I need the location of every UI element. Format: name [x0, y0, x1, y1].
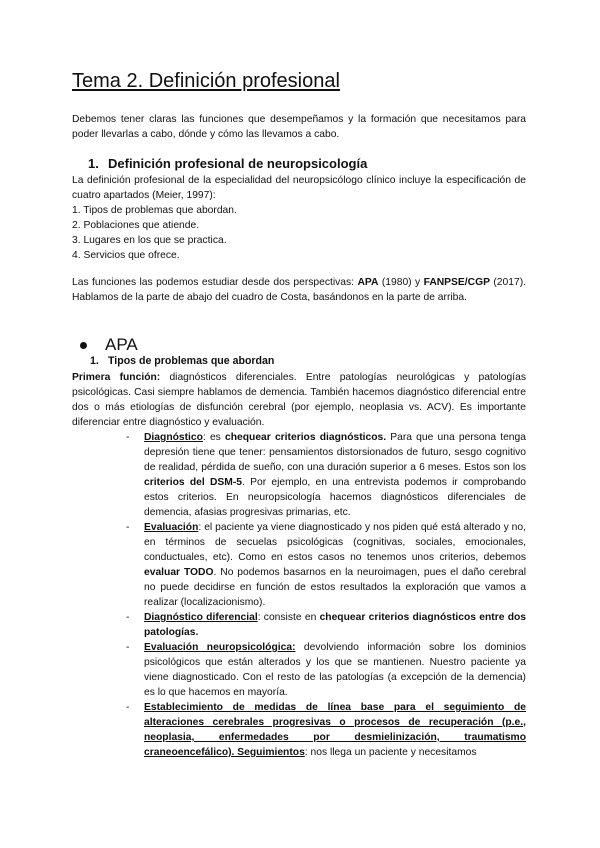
list-item: 3. Lugares en los que se practica. [72, 235, 227, 246]
apa-bold: APA [357, 277, 379, 288]
text-run: Las funciones las podemos estudiar desde dos perspectivas: [72, 277, 358, 288]
text-run: : es [202, 432, 225, 443]
term: Diagnóstico diferencial [144, 612, 258, 623]
bullet-dot-icon [80, 342, 87, 349]
list-item-diagnostico-diferencial [120, 610, 526, 640]
text-run: . No podemos basarnos en la neuroimagen, pues el daño cerebral no puede decidirse en función de estos resultados la exploración que vamos a realizar (localizacionismo). [144, 567, 526, 608]
list-item: 1. Tipos de problemas que abordan. [72, 205, 237, 216]
intro-paragraph: Debemos tener claras las funciones que desempeñamos y la formación que necesitamos para poder llevarlas a cabo, dónde y cómo las llevamos a cabo. [72, 114, 526, 140]
list-item-diagnostico [120, 430, 526, 520]
definition-paragraph: La definición profesional de la especialidad del neuropsicólogo clínico incluye la especificación de cuatro apartados (Meier, 1997): [72, 175, 526, 201]
apartados-list [72, 203, 526, 263]
term: Diagnóstico [144, 432, 203, 443]
bold-run: chequear criterios diagnósticos. [225, 432, 387, 443]
primera-funcion-paragraph [72, 370, 526, 430]
subsection-heading [90, 355, 274, 367]
list-item-linea-base [120, 700, 526, 760]
text-run: : el paciente ya viene diagnosticado y nos piden qué está alterado y no, en términos de secuelas psicológicas (cognitivas, sociales, emocionales, conductuales, etc). Como en estos casos no tenemos unos criterios, debemos [144, 522, 526, 563]
term: Establecimiento de medidas de línea base para el seguimiento de alteraciones cerebrales progresivas o procesos de recuperación (p.e., neoplasia, enfermedades por desmielinización, traumatismo craneoencefálico). Seguimientos [144, 702, 526, 758]
text-run: : nos llega un paciente y necesitamos [304, 747, 477, 758]
text-run: (1980) y [378, 277, 424, 288]
term: Evaluación neuropsicológica: [144, 642, 296, 653]
list-item-evaluacion-neuropsicologica [120, 640, 526, 700]
definition-block [72, 173, 526, 263]
text-run: devolviendo información sobre los dominios psicológicos que están alterados y los que se mantienen. Nuestro paciente ya viene diagnosticado. Con el resto de las patologías (a excepción de la demencia) es lo que hacemos en mayoría. [144, 642, 526, 698]
functions-list [120, 430, 526, 760]
subsection-number: 1. [90, 355, 99, 367]
section-heading [88, 156, 367, 171]
text-run: diagnósticos diferenciales. Entre patologías neurológicas y patologías psicológicas. Casi siempre hablamos de demencia. También hacemos diagnóstico diferencial entre dos o más etiologías de disfunción cerebral (por ejemplo, neoplasia vs. ACV). Es importante diferenciar entre diagnóstico y evaluación. [72, 372, 526, 428]
text-run: (2017). Hablamos de la parte de abajo del cuadro de Costa, basándonos en la parte de arriba. [72, 277, 527, 303]
perspectives-paragraph [72, 275, 526, 305]
list-item-evaluacion [120, 520, 526, 610]
text-run: : consiste en [257, 612, 320, 623]
bold-run: criterios del DSM-5 [144, 477, 243, 488]
subsection-heading-text: Tipos de problemas que abordan [108, 355, 275, 367]
list-item: 2. Poblaciones que atiende. [72, 220, 200, 231]
section-heading-text: Definición profesional de neuropsicología [108, 156, 368, 171]
fanpse-bold: FANPSE/CGP [423, 277, 490, 288]
section-number: 1. [88, 156, 99, 171]
primera-label: Primera función: [72, 372, 161, 383]
term: Evaluación [144, 522, 199, 533]
page-title: Tema 2. Definición profesional [72, 70, 340, 92]
text-run: Para que una persona tenga depresión tiene que tener: pensamientos distorsionados de futuro, sesgo cognitivo de realidad, pérdida de sueño, con una duración superior a 6 meses. Estos son los [144, 432, 526, 473]
text-run: . Por ejemplo, en una entrevista podemos ir comprobando estos criterios. En neuropsicología hacemos diagnósticos diferenciales de demencia, afasias progresivas primarias, etc. [144, 477, 526, 518]
apa-heading-text: APA [105, 335, 138, 354]
list-item: 4. Servicios que ofrece. [72, 250, 180, 261]
bold-run: evaluar TODO [144, 567, 214, 578]
bold-run: chequear criterios diagnósticos entre dos patologías. [144, 612, 527, 638]
apa-heading [80, 335, 138, 355]
